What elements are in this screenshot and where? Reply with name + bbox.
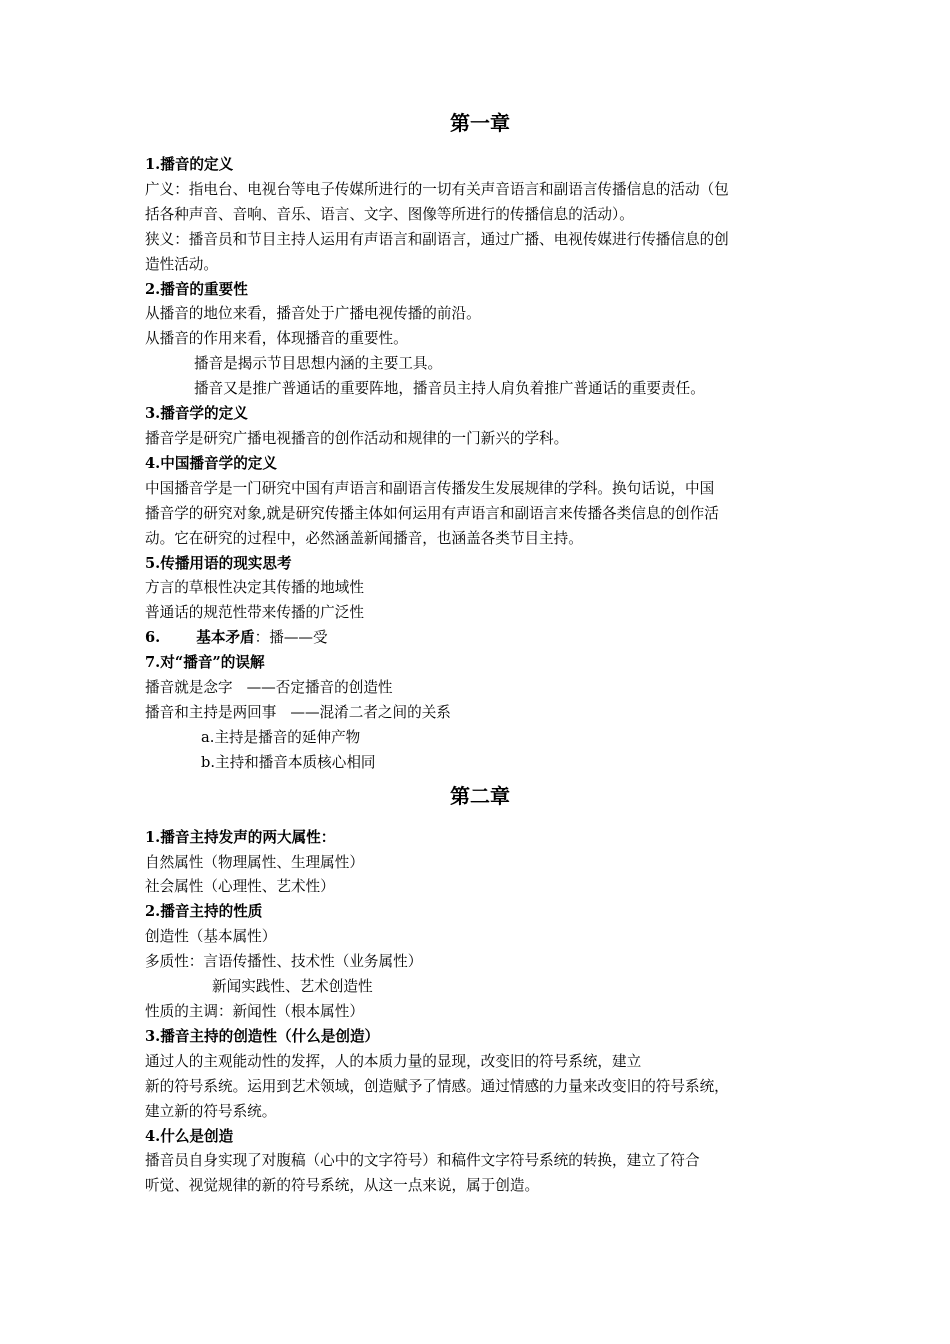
section-heading: 1.播音主持发声的两大属性： (145, 828, 336, 846)
paragraph-line: 社会属性（心理性、艺术性） (145, 878, 335, 896)
paragraph-line: 动。它在研究的过程中，必然涵盖新闻播音，也涵盖各类节目主持。 (145, 529, 583, 547)
indented-line: 播音是揭示节目思想内涵的主要工具。 (194, 355, 443, 373)
section-heading: 5.传播用语的现实思考 (145, 554, 292, 572)
section-heading: 1.播音的定义 (145, 156, 234, 173)
section-heading: 4.什么是创造 (145, 1127, 234, 1145)
section-heading: 基本矛盾 (196, 629, 255, 647)
paragraph-line: 普通话的规范性带来传播的广泛性 (145, 604, 364, 622)
section-heading: 4.中国播音学的定义 (145, 454, 277, 472)
paragraph-line: 方言的草根性决定其传播的地域性 (145, 579, 364, 597)
section-heading: 3.播音主持的创造性（什么是创造） (145, 1027, 380, 1045)
paragraph-line: 听觉、视觉规律的新的符号系统，从这一点来说，属于创造。 (145, 1177, 540, 1195)
section-6-line (145, 626, 815, 651)
misconception-note: ——混淆二者之间的关系 (290, 703, 451, 721)
document-content (145, 105, 815, 1199)
paragraph-line: 创造性（基本属性） (145, 928, 277, 946)
paragraph-line: 新的符号系统。运用到艺术领域，创造赋予了情感。通过情感的力量来改变旧的符号系统， (145, 1077, 729, 1095)
paragraph-line: 播音学是研究广播电视播音的创作活动和规律的一门新兴的学科。 (145, 429, 569, 447)
chapter-1-title: 第一章 (450, 111, 510, 135)
paragraph-line: 造性活动。 (145, 255, 218, 273)
paragraph-line: 播音员自身实现了对腹稿（心中的文字符号）和稿件文字符号系统的转换，建立了符合 (145, 1152, 700, 1170)
paragraph-line: 括各种声音、音响、音乐、语言、文字、图像等所进行的传播信息的活动）。 (145, 205, 634, 223)
section-number: 6. (145, 629, 161, 647)
section-text: ：播——受 (254, 629, 328, 647)
chapter-2-title: 第二章 (450, 783, 510, 808)
misconception-text: 播音就是念字 (145, 679, 233, 697)
paragraph-line: 多质性：言语传播性、技术性（业务属性） (145, 953, 423, 971)
paragraph-line: 狭义：播音员和节目主持人运用有声语言和副语言，通过广播、电视传媒进行传播信息的创 (145, 230, 729, 248)
section-heading: 2.播音的重要性 (145, 280, 248, 298)
misconception-text: 播音和主持是两回事 (145, 703, 277, 721)
paragraph-line: 播音学的研究对象,就是研究传播主体如何运用有声语言和副语言来传播各类信息的创作活 (145, 504, 719, 522)
paragraph-line: 中国播音学是一门研究中国有声语言和副语言传播发生发展规律的学科。换句话说，中国 (145, 479, 715, 497)
indented-line: 播音又是推广普通话的重要阵地，播音员主持人肩负着推广普通话的重要责任。 (194, 380, 705, 398)
indented-line: 新闻实践性、艺术创造性 (212, 978, 373, 996)
paragraph-line: 从播音的地位来看，播音处于广播电视传播的前沿。 (145, 305, 481, 323)
paragraph-line: 通过人的主观能动性的发挥，人的本质力量的显现，改变旧的符号系统，建立 (145, 1052, 642, 1070)
paragraph-line: 性质的主调：新闻性（根本属性） (145, 1003, 364, 1020)
paragraph-line: 从播音的作用来看，体现播音的重要性。 (145, 330, 408, 348)
indented-line: a.主持是播音的延伸产物 (201, 728, 361, 746)
section-heading: 7.对“播音”的误解 (145, 654, 265, 672)
section-heading: 2.播音主持的性质 (145, 903, 263, 921)
paragraph-line: 自然属性（物理属性、生理属性） (145, 853, 364, 871)
paragraph-line: 广义：指电台、电视台等电子传媒所进行的一切有关声音语言和副语言传播信息的活动（包 (145, 180, 729, 198)
indented-line: b.主持和播音本质核心相同 (201, 753, 376, 771)
paragraph-line (145, 676, 815, 701)
paragraph-line: 建立新的符号系统。 (145, 1102, 277, 1120)
misconception-note: ——否定播音的创造性 (246, 679, 393, 697)
paragraph-line (145, 701, 815, 726)
section-heading: 3.播音学的定义 (145, 405, 248, 423)
